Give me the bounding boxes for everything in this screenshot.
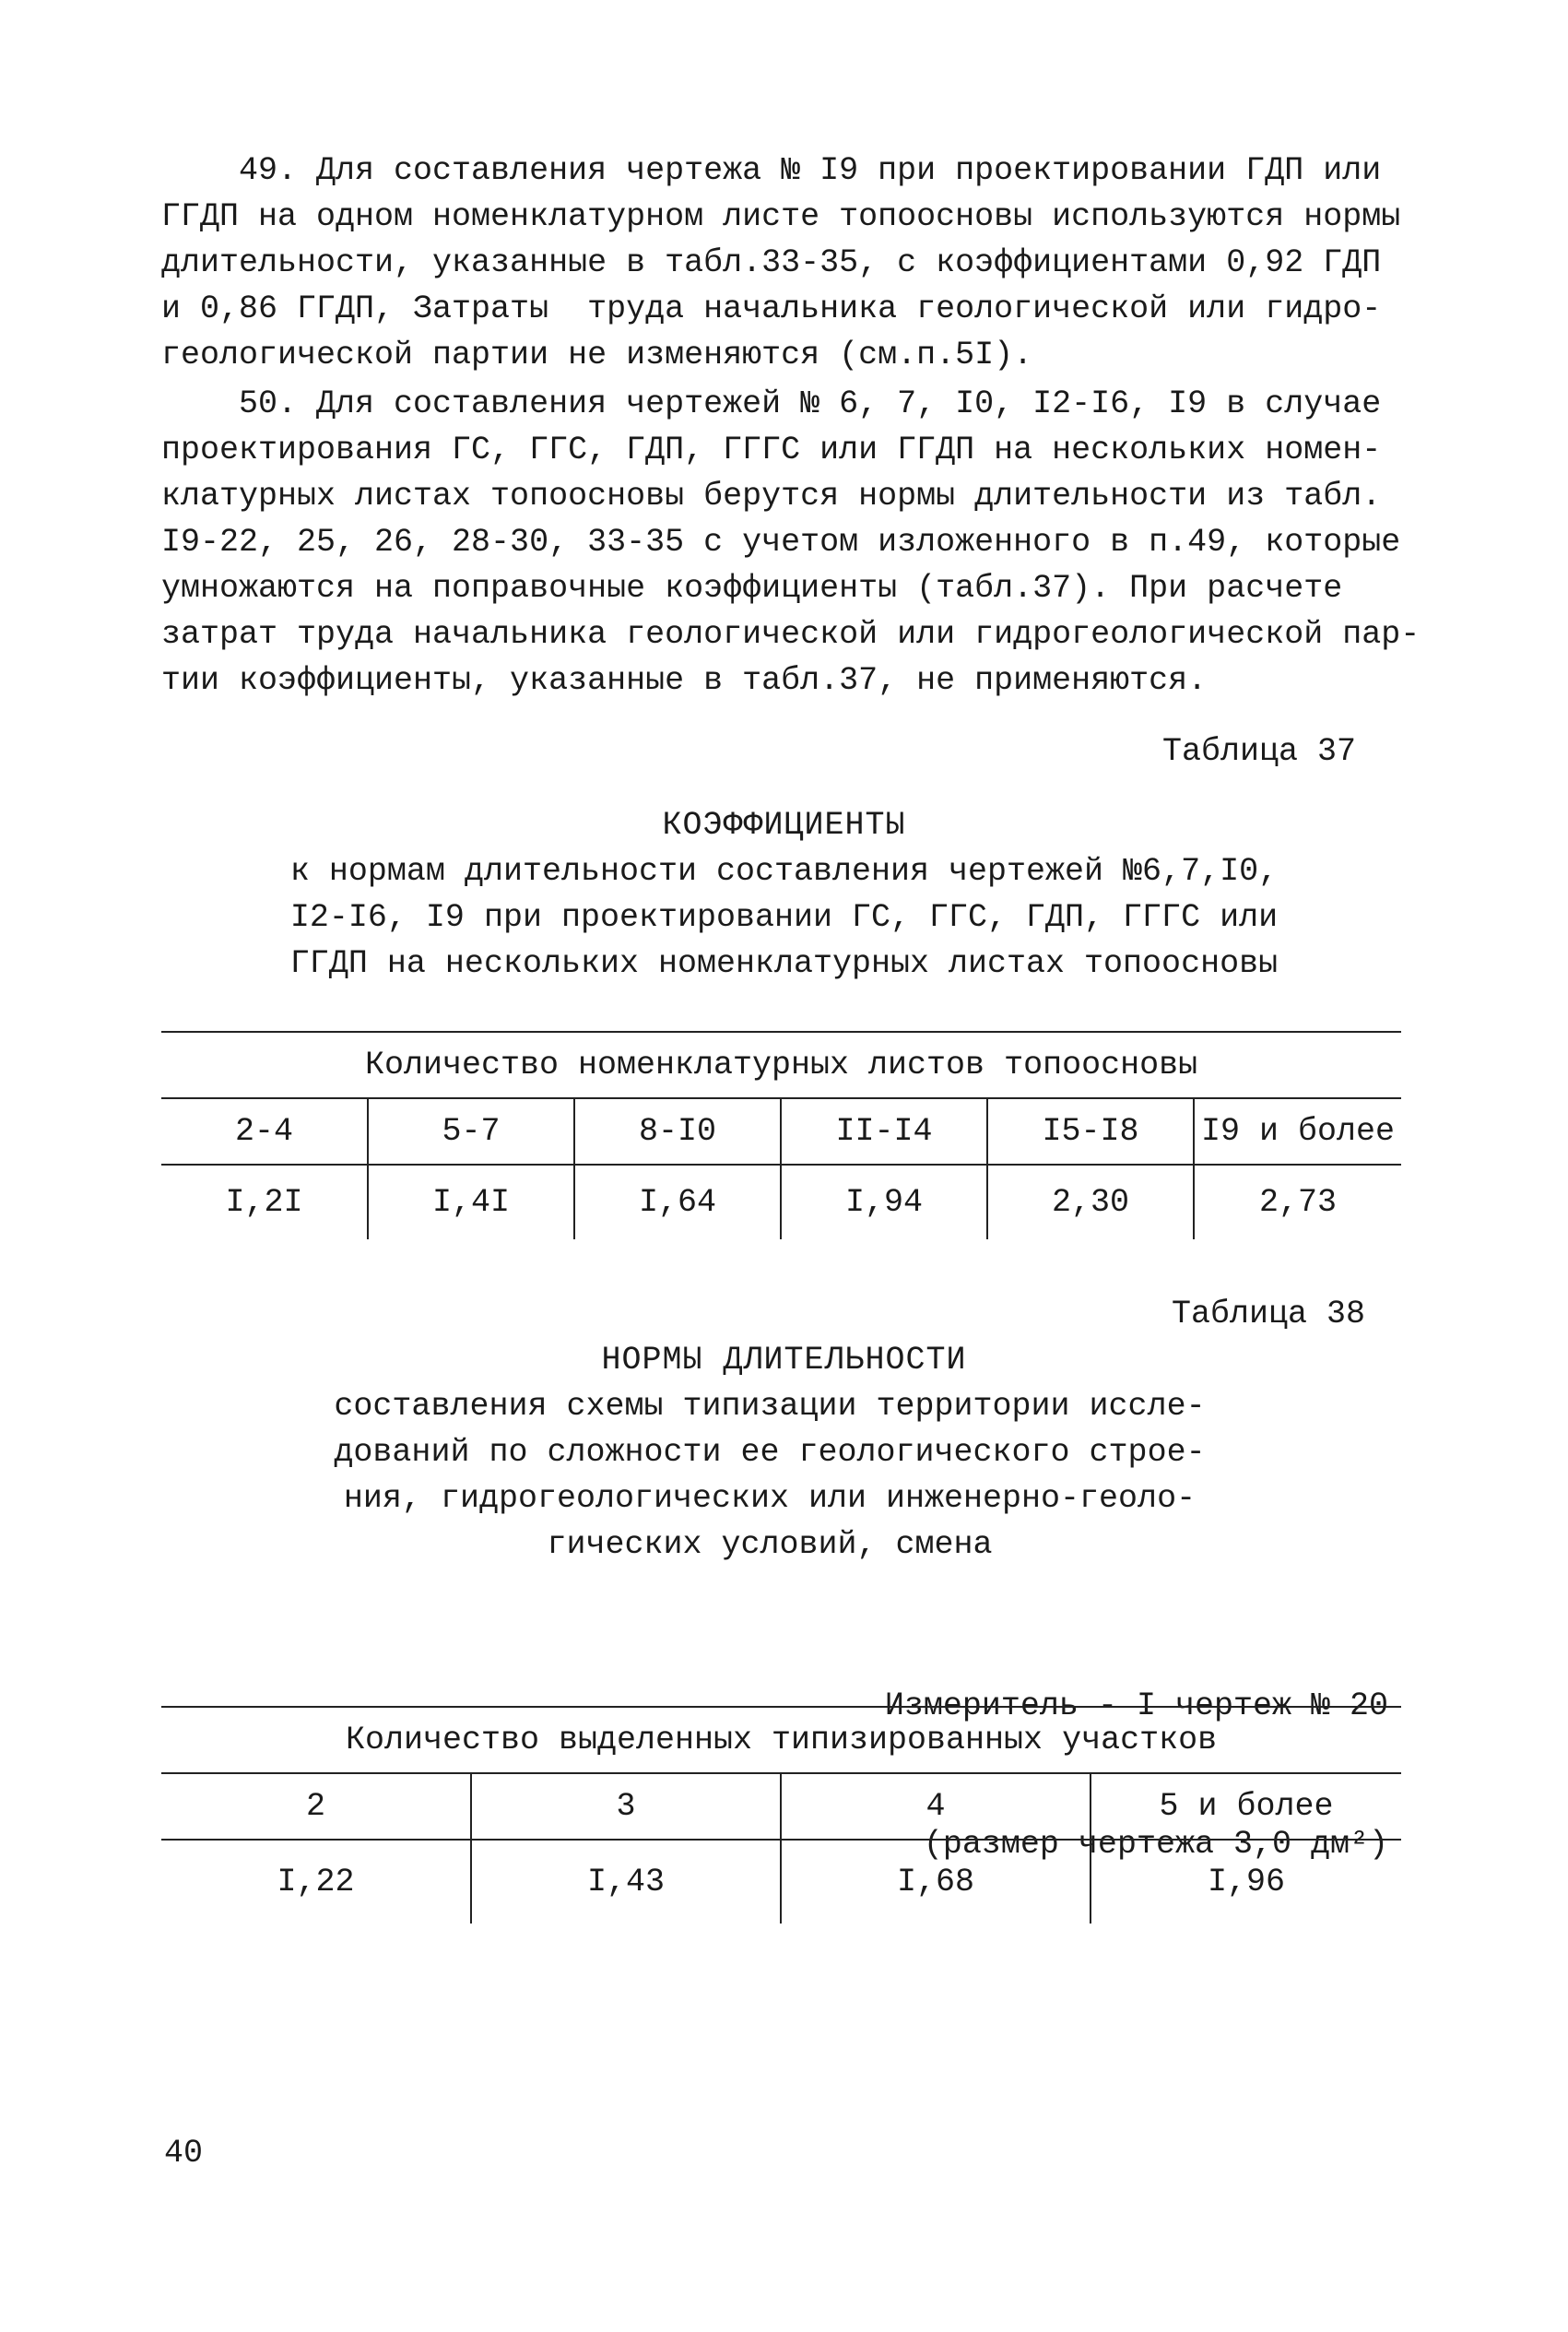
paragraph-49 xyxy=(161,148,1424,378)
table-cell: I,68 xyxy=(781,1840,1091,1924)
table-cell: I,96 xyxy=(1208,1864,1286,1900)
column-header: I9 и более xyxy=(1194,1098,1401,1165)
table-header-row xyxy=(161,1098,1401,1165)
column-header: 8-I0 xyxy=(574,1098,781,1165)
table-38-title: НОРМЫ ДЛИТЕЛЬНОСТИ xyxy=(601,1342,967,1379)
page-number: 40 xyxy=(164,2135,204,2172)
text-line: 49. Для составления чертежа № I9 при проектировании ГДП или xyxy=(161,152,1382,189)
table-37-title: КОЭФФИЦИЕНТЫ xyxy=(662,807,906,844)
table-row xyxy=(161,1165,1401,1239)
table-cell: 2,30 xyxy=(987,1165,1194,1239)
column-header: 4 xyxy=(781,1773,1091,1840)
table-37-group-header: Количество номенклатурных листов топоосновы xyxy=(161,1032,1401,1098)
table-cell: I,2I xyxy=(161,1165,368,1239)
table-37-caption xyxy=(0,848,1568,987)
table-37 xyxy=(161,1031,1401,1239)
caption-line: составления схемы типизации территории иссле- xyxy=(334,1388,1206,1425)
column-header: 5-7 xyxy=(368,1098,574,1165)
table-38-group-header: Количество выделенных типизированных участков xyxy=(161,1707,1401,1773)
text-line: I9-22, 25, 26, 28-30, 33-35 с учетом изложенного в п.49, которые xyxy=(161,524,1401,561)
column-header: 2-4 xyxy=(161,1098,368,1165)
table-38-caption xyxy=(295,1383,1244,1568)
table-cell: I,4I xyxy=(368,1165,574,1239)
table-cell: I,64 xyxy=(574,1165,781,1239)
table-37-label: Таблица 37 xyxy=(1161,733,1356,770)
caption-line: I2-I6, I9 при проектировании ГС, ГГС, ГДП, ГГГС или xyxy=(289,899,1279,936)
table-cell: I,22 xyxy=(161,1840,471,1924)
text-line: ГГДП на одном номенклатурном листе топоосновы используются нормы xyxy=(161,198,1401,235)
column-header: 5 и более xyxy=(1091,1773,1401,1840)
caption-line: к нормам длительности составления чертежей №6,7,I0, xyxy=(289,853,1279,890)
table-cell: I,43 xyxy=(471,1840,781,1924)
caption-line: ГГДП на нескольких номенклатурных листах топоосновы xyxy=(289,945,1279,982)
column-header: 2 xyxy=(161,1773,471,1840)
caption-line: гических условий, смена xyxy=(547,1526,993,1563)
text-line: геологической партии не изменяются (см.п.5I). xyxy=(161,337,1033,373)
text-line: клатурных листах топоосновы берутся нормы длительности из табл. xyxy=(161,478,1382,515)
caption-line: дований по сложности ее геологического строе- xyxy=(334,1434,1206,1471)
column-header: 3 xyxy=(471,1773,781,1840)
table-cell: 2,73 xyxy=(1259,1184,1338,1221)
table-38 xyxy=(161,1706,1401,1924)
text-line: тии коэффициенты, указанные в табл.37, не применяются. xyxy=(161,662,1208,699)
meter-line: (размер чертежа 3,0 дм²) xyxy=(923,1826,1388,1863)
text-line: затрат труда начальника геологической или гидрогеологической пар- xyxy=(161,616,1421,653)
caption-line: ния, гидрогеологических или инженерно-геоло- xyxy=(343,1480,1197,1517)
paragraph-50 xyxy=(161,381,1424,704)
text-line: длительности, указанные в табл.33-35, с коэффициентами 0,92 ГДП xyxy=(161,244,1382,281)
table-38-label: Таблица 38 xyxy=(1171,1296,1365,1332)
text-line: проектирования ГС, ГГС, ГДП, ГГГС или ГГДП на нескольких номен- xyxy=(161,432,1382,468)
table-header-row xyxy=(161,1773,1401,1840)
table-row xyxy=(161,1840,1401,1924)
meter-line: Измеритель - I чертеж № 20 xyxy=(884,1687,1388,1724)
text-line: умножаются на поправочные коэффициенты (табл.37). При расчете xyxy=(161,570,1343,607)
text-line: и 0,86 ГГДП, Затраты труда начальника геологической или гидро- xyxy=(161,290,1382,327)
column-header: I5-I8 xyxy=(987,1098,1194,1165)
table-cell: I,94 xyxy=(781,1165,987,1239)
text-line: 50. Для составления чертежей № 6, 7, I0, I2-I6, I9 в случае xyxy=(161,385,1382,422)
column-header: II-I4 xyxy=(781,1098,987,1165)
